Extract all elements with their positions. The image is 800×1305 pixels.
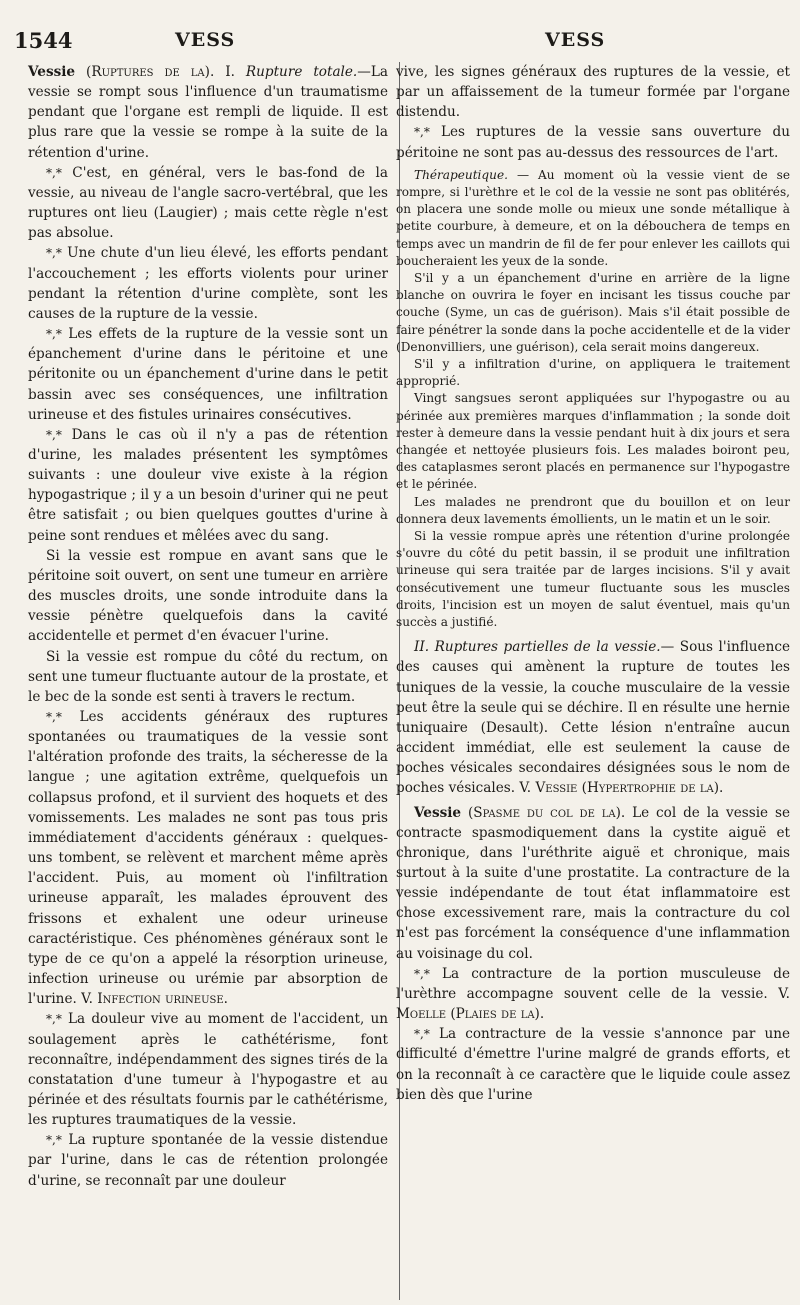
paragraph bbox=[28, 647, 388, 707]
paragraph-text: Le col de la vessie se contracte spasmodiquement dans la cystite aiguë et chronique, dans l'uréthrite aiguë et chronique, mais surtout à la suite d'une prostatite. La contracture de la vessie indépendante de tout état inflammatoire est chose excessivement rare, mais la contracture du col n'est pas forcément la conséquence d'une inflammation au voisinage du col. bbox=[396, 804, 790, 962]
paragraph bbox=[396, 494, 790, 528]
page-number: 1544 bbox=[14, 28, 73, 53]
asterism-marker: *,* bbox=[46, 427, 62, 442]
paragraph-text: Les malades ne prendront que du bouillon et on leur donnera deux lavements émollients, un le matin et un le soir. bbox=[396, 494, 790, 526]
cross-reference: Moelle (Plaies de la). bbox=[396, 1006, 545, 1023]
paragraph bbox=[28, 1009, 388, 1130]
asterism-marker: *,* bbox=[414, 966, 430, 981]
paragraph bbox=[396, 528, 790, 631]
paragraph-text: Les effets de la rupture de la vessie sont un épanchement d'urine dans le péritoine et une péritonite ou un épanchement d'urine dans le petit bassin avec ses conséquences, une infiltration urineuse et des fistules urinaires consécutives. bbox=[28, 326, 388, 423]
paragraph bbox=[28, 425, 388, 546]
left-running-head: VESS bbox=[175, 29, 236, 51]
running-header bbox=[0, 28, 800, 54]
paragraph-text: Si la vessie rompue après une rétention d'urine prolongée s'ouvre du côté du petit bassin, il se produit une infiltration urineuse qui sera traitée par de larges incisions. S'il y avait consécutivement une tumeur fluctuante sous les muscles droits, l'incision est un moyen de salut éventuel, mais qu'un succès a justifié. bbox=[396, 529, 790, 630]
section-title: Thérapeutique. bbox=[414, 167, 508, 182]
paragraph-text: Dans le cas où il n'y a pas de rétention d'urine, les malades présentent les symptômes suivants : une douleur vive existe à la région hypogastrique ; il y a un besoin d'uriner qui ne peut être satisfait ; ou bien quelques gouttes d'urine à peine sont rendues et mêlées avec du sang. bbox=[28, 426, 388, 544]
paragraph-text: Une chute d'un lieu élevé, les efforts pendant l'accouchement ; les efforts violents pour uriner pendant la rétention d'urine complète, sont les causes de la rupture de la vessie. bbox=[28, 245, 388, 322]
asterism-marker: *,* bbox=[414, 125, 430, 140]
paragraph-text: — Sous l'influence des causes qui amènent la rupture de toutes les tuniques de la vessie, la couche musculaire de la vessie peut être la seule qui se déchire. Il en résulte une hernie tuniquaire (Desault). Cette lésion n'entraîne aucun accident immédiat, elle est seulement la cause de poches vésicales secondaires désignées sous le nom de poches vésicales. V. bbox=[396, 639, 790, 797]
right-column bbox=[396, 62, 790, 1105]
paragraph bbox=[396, 356, 790, 390]
asterism-marker: *,* bbox=[414, 1027, 430, 1042]
right-running-head: VESS bbox=[545, 29, 606, 51]
paragraph bbox=[28, 163, 388, 244]
paragraph-text: La contracture de la vessie s'annonce par une difficulté d'émettre l'urine malgré de grands efforts, et on la reconnaît à ce caractère que le liquide coule assez bien dès que l'urine bbox=[396, 1026, 790, 1103]
paragraph-text: —La vessie se rompt sous l'influence d'un traumatisme pendant que l'organe est rempli de liquide. Il est plus rare que la vessie se rompe à la suite de la rétention d'urine. bbox=[28, 64, 388, 161]
paragraph bbox=[28, 324, 388, 425]
paragraph bbox=[396, 1024, 790, 1105]
entry-heading: (Ruptures de la). I. bbox=[75, 64, 246, 80]
paragraph-text: S'il y a infiltration d'urine, on appliquera le traitement approprié. bbox=[396, 357, 790, 389]
paragraph-text: C'est, en général, vers le bas-fond de la vessie, au niveau de l'angle sacro-vertébral, que les ruptures ont lieu (Laugier) ; mais cette règle n'est pas absolue. bbox=[28, 164, 388, 242]
asterism-marker: *,* bbox=[46, 1012, 62, 1027]
paragraph bbox=[396, 390, 790, 493]
left-column bbox=[28, 62, 388, 1191]
paragraph-continuation bbox=[396, 62, 790, 122]
paragraph-text: — Au moment où la vessie vient de se rompre, si l'urèthre et le col de la vessie ne sont pas oblitérés, on placera une sonde molle ou mieux une sonde métallique à petite courbure, à demeure, et on la débouchera de temps en temps avec un mandrin de fil de fer pour enlever les caillots qui boucheraient les yeux de la sonde. bbox=[396, 167, 790, 268]
section-title: II. Ruptures partielles de la vessie. bbox=[414, 639, 661, 656]
entry-headword: Vessie bbox=[28, 64, 76, 80]
paragraph-text: Les ruptures de la vessie sans ouverture du péritoine ne sont pas au-dessus des ressources de l'art. bbox=[396, 124, 790, 161]
paragraph-text: vive, les signes généraux des ruptures de la vessie, et par un affaissement de la tumeur formée par l'organe distendu. bbox=[396, 64, 790, 121]
paragraph-text: La contracture de la portion musculeuse de l'urèthre accompagne souvent celle de la vessie. V. bbox=[396, 965, 790, 1002]
paragraph bbox=[28, 546, 388, 647]
section-title: Rupture totale. bbox=[245, 64, 358, 80]
paragraph-text: S'il y a un épanchement d'urine en arrière de la ligne blanche on ouvrira le foyer en incisant les tissus couche par couche (Syme, un cas de guérison). Mais s'il était possible de faire pénétrer la sonde dans la poche accidentelle et de la vider (Denonvilliers, une guérison), cela serait moins dangereux. bbox=[396, 271, 790, 354]
cross-reference: Infection urineuse. bbox=[97, 991, 228, 1008]
entry-headword: Vessie bbox=[414, 804, 462, 821]
paragraph bbox=[28, 243, 388, 324]
paragraph-text: Si la vessie est rompue en avant sans que le péritoine soit ouvert, on sent une tumeur en arrière des muscles droits, une sonde introduite dans la vessie pénètre quelquefois dans la cavité accidentelle et permet d'en évacuer l'urine. bbox=[28, 547, 388, 645]
entry-rupture-totale bbox=[28, 62, 388, 163]
paragraph-text: La rupture spontanée de la vessie distendue par l'urine, dans le cas de rétention prolongée d'urine, se reconnaît par une douleur bbox=[28, 1132, 388, 1189]
paragraph-text: La douleur vive au moment de l'accident, un soulagement après le cathétérisme, font reconnaître, indépendamment des signes tirés de la constatation d'une tumeur à l'hypogastre et au périnée et des résultats fournis par le cathétérisme, les ruptures traumatiques de la vessie. bbox=[28, 1011, 388, 1129]
paragraph-text: Vingt sangsues seront appliquées sur l'hypogastre ou au périnée aux premières marques d'inflammation ; la sonde doit rester à demeure dans la vessie pendant huit à dix jours et sera changée et nettoyée plusieurs fois. Les malades boiront peu, des cataplasmes seront placés en permanence sur l'hypogastre et le périnée. bbox=[396, 391, 790, 492]
paragraph bbox=[396, 122, 790, 162]
asterism-marker: *,* bbox=[46, 1133, 62, 1148]
asterism-marker: *,* bbox=[46, 710, 62, 724]
asterism-marker: *,* bbox=[46, 327, 62, 342]
entry-ruptures-partielles bbox=[396, 637, 790, 798]
paragraph bbox=[396, 270, 790, 356]
paragraph bbox=[28, 1130, 388, 1190]
asterism-marker: *,* bbox=[46, 246, 62, 261]
entry-spasme-du-col bbox=[396, 803, 790, 964]
entry-heading: (Spasme du col de la). bbox=[461, 804, 626, 821]
therapeutics-paragraph bbox=[396, 167, 790, 270]
paragraph bbox=[28, 707, 388, 1009]
paragraph bbox=[396, 964, 790, 1024]
asterism-marker: *,* bbox=[46, 165, 62, 180]
paragraph-text: Les accidents généraux des ruptures spontanées ou traumatiques de la vessie sont l'altération profonde des traits, la sécheresse de la langue ; une agitation extrême, quelquefois un collapsus profond, et il survient des hoquets et des vomissements. Les malades ne sont pas tous pris immédiatement d'accidents généraux : quelques-uns tombent, se relèvent et marchent même après l'accident. Puis, au moment où l'infiltration urineuse apparaît, les malades éprouvent des frissons et exhalent une odeur urineuse caractéristique. Ces phénomènes généraux sont le type de ce qu'on a appelé la résorption urineuse, infection urineuse ou urémie par absorption de l'urine. V. bbox=[28, 709, 388, 1008]
paragraph-text: Si la vessie est rompue du côté du rectum, on sent une tumeur fluctuante autour de la prostate, et le bec de la sonde est senti à travers le rectum. bbox=[28, 648, 389, 705]
cross-reference: Vessie (Hypertrophie de la). bbox=[535, 780, 724, 797]
